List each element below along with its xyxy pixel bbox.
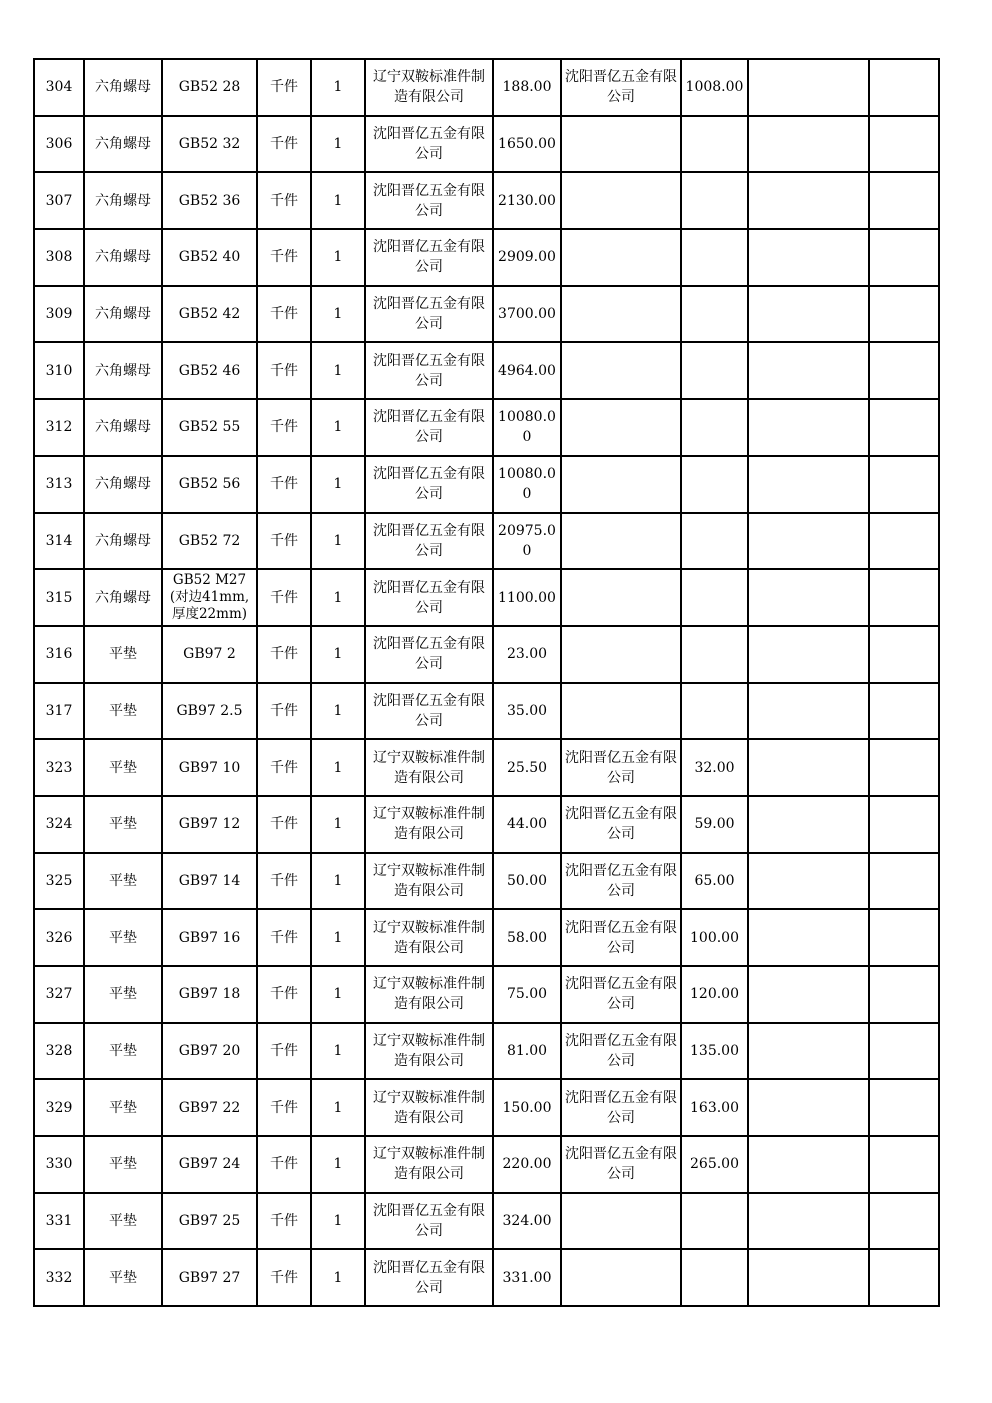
price1-cell: 81.00 xyxy=(493,1023,561,1080)
item-name-cell: 六角螺母 xyxy=(84,116,162,173)
item-number-cell: 316 xyxy=(34,626,84,683)
item-number-cell: 327 xyxy=(34,966,84,1023)
unit-cell: 千件 xyxy=(257,229,311,286)
unit-cell: 千件 xyxy=(257,1023,311,1080)
item-number-cell: 324 xyxy=(34,796,84,853)
table-row xyxy=(34,909,939,966)
spec-cell: GB97 14 xyxy=(162,853,257,910)
price1-cell: 44.00 xyxy=(493,796,561,853)
supplier1-cell: 辽宁双鞍标准件制造有限公司 xyxy=(365,966,493,1023)
note2-cell xyxy=(869,1079,939,1136)
supplier1-cell: 沈阳晋亿五金有限公司 xyxy=(365,286,493,343)
supplier2-cell xyxy=(561,1249,681,1306)
note2-cell xyxy=(869,966,939,1023)
note1-cell xyxy=(748,796,869,853)
note2-cell xyxy=(869,229,939,286)
price1-cell: 2909.00 xyxy=(493,229,561,286)
quantity-cell: 1 xyxy=(311,909,365,966)
price2-cell xyxy=(681,513,748,570)
note1-cell xyxy=(748,1023,869,1080)
spec-cell: GB97 2.5 xyxy=(162,683,257,740)
quantity-cell: 1 xyxy=(311,1079,365,1136)
supplier1-cell: 沈阳晋亿五金有限公司 xyxy=(365,399,493,456)
price1-cell: 10080.00 xyxy=(493,456,561,513)
item-name-cell: 平垫 xyxy=(84,853,162,910)
table-row xyxy=(34,966,939,1023)
item-number-cell: 332 xyxy=(34,1249,84,1306)
supplier2-cell: 沈阳晋亿五金有限公司 xyxy=(561,909,681,966)
spec-cell xyxy=(162,569,257,626)
note2-cell xyxy=(869,59,939,116)
price2-cell: 32.00 xyxy=(681,739,748,796)
note2-cell xyxy=(869,116,939,173)
price1-cell: 75.00 xyxy=(493,966,561,1023)
supplier2-cell: 沈阳晋亿五金有限公司 xyxy=(561,1079,681,1136)
table-row xyxy=(34,513,939,570)
price2-cell: 100.00 xyxy=(681,909,748,966)
note2-cell xyxy=(869,513,939,570)
item-number-cell: 308 xyxy=(34,229,84,286)
note2-cell xyxy=(869,1023,939,1080)
supplier1-cell: 沈阳晋亿五金有限公司 xyxy=(365,116,493,173)
item-name-cell: 六角螺母 xyxy=(84,342,162,399)
item-number-cell: 317 xyxy=(34,683,84,740)
item-number-cell: 315 xyxy=(34,569,84,626)
note2-cell xyxy=(869,626,939,683)
unit-cell: 千件 xyxy=(257,1249,311,1306)
supplier2-cell: 沈阳晋亿五金有限公司 xyxy=(561,966,681,1023)
spec-cell: GB52 32 xyxy=(162,116,257,173)
price1-cell: 2130.00 xyxy=(493,172,561,229)
note1-cell xyxy=(748,229,869,286)
note1-cell xyxy=(748,1079,869,1136)
supplier2-cell xyxy=(561,399,681,456)
price2-cell xyxy=(681,683,748,740)
note1-cell xyxy=(748,569,869,626)
supplier1-cell: 沈阳晋亿五金有限公司 xyxy=(365,172,493,229)
item-number-cell: 330 xyxy=(34,1136,84,1193)
supplier1-cell: 辽宁双鞍标准件制造有限公司 xyxy=(365,1023,493,1080)
table-row xyxy=(34,626,939,683)
note1-cell xyxy=(748,1249,869,1306)
note1-cell xyxy=(748,966,869,1023)
spec-cell: GB52 40 xyxy=(162,229,257,286)
price1-cell: 188.00 xyxy=(493,59,561,116)
item-number-cell: 326 xyxy=(34,909,84,966)
supplier1-cell: 沈阳晋亿五金有限公司 xyxy=(365,513,493,570)
price2-cell xyxy=(681,342,748,399)
item-number-cell: 307 xyxy=(34,172,84,229)
price2-cell xyxy=(681,569,748,626)
table-row xyxy=(34,342,939,399)
unit-cell: 千件 xyxy=(257,1136,311,1193)
note1-cell xyxy=(748,172,869,229)
quantity-cell: 1 xyxy=(311,172,365,229)
item-name-cell: 六角螺母 xyxy=(84,456,162,513)
quantity-cell: 1 xyxy=(311,796,365,853)
item-name-cell: 六角螺母 xyxy=(84,569,162,626)
supplier1-cell: 辽宁双鞍标准件制造有限公司 xyxy=(365,796,493,853)
price2-cell xyxy=(681,1249,748,1306)
item-name-cell: 平垫 xyxy=(84,909,162,966)
price2-cell xyxy=(681,116,748,173)
quantity-cell: 1 xyxy=(311,739,365,796)
supplier1-cell: 辽宁双鞍标准件制造有限公司 xyxy=(365,59,493,116)
quantity-cell: 1 xyxy=(311,1136,365,1193)
price1-cell: 1100.00 xyxy=(493,569,561,626)
price2-cell xyxy=(681,229,748,286)
spec-cell: GB97 12 xyxy=(162,796,257,853)
price2-cell xyxy=(681,456,748,513)
quantity-cell: 1 xyxy=(311,229,365,286)
spec-cell: GB97 2 xyxy=(162,626,257,683)
price2-cell xyxy=(681,1193,748,1250)
spec-cell: GB97 25 xyxy=(162,1193,257,1250)
unit-cell: 千件 xyxy=(257,116,311,173)
price1-cell: 324.00 xyxy=(493,1193,561,1250)
supplier1-cell: 沈阳晋亿五金有限公司 xyxy=(365,683,493,740)
note1-cell xyxy=(748,626,869,683)
supplier2-cell xyxy=(561,569,681,626)
unit-cell: 千件 xyxy=(257,966,311,1023)
item-name-cell: 六角螺母 xyxy=(84,172,162,229)
note2-cell xyxy=(869,909,939,966)
item-name-cell: 平垫 xyxy=(84,1136,162,1193)
table-row xyxy=(34,172,939,229)
table-row xyxy=(34,229,939,286)
price2-cell: 1008.00 xyxy=(681,59,748,116)
note1-cell xyxy=(748,513,869,570)
item-name-cell: 六角螺母 xyxy=(84,513,162,570)
item-name-cell: 平垫 xyxy=(84,626,162,683)
quantity-cell: 1 xyxy=(311,683,365,740)
note2-cell xyxy=(869,569,939,626)
note2-cell xyxy=(869,1249,939,1306)
item-number-cell: 314 xyxy=(34,513,84,570)
item-name-cell: 平垫 xyxy=(84,1193,162,1250)
price1-cell: 150.00 xyxy=(493,1079,561,1136)
note1-cell xyxy=(748,853,869,910)
supplier2-cell xyxy=(561,513,681,570)
quantity-cell: 1 xyxy=(311,626,365,683)
note1-cell xyxy=(748,342,869,399)
item-number-cell: 329 xyxy=(34,1079,84,1136)
note2-cell xyxy=(869,172,939,229)
supplier1-cell: 沈阳晋亿五金有限公司 xyxy=(365,569,493,626)
price1-cell: 23.00 xyxy=(493,626,561,683)
unit-cell: 千件 xyxy=(257,513,311,570)
spec-cell: GB52 56 xyxy=(162,456,257,513)
price1-cell: 20975.00 xyxy=(493,513,561,570)
note2-cell xyxy=(869,342,939,399)
spec-cell: GB97 10 xyxy=(162,739,257,796)
table-row xyxy=(34,399,939,456)
supplier1-cell: 辽宁双鞍标准件制造有限公司 xyxy=(365,909,493,966)
note2-cell xyxy=(869,683,939,740)
supplier2-cell: 沈阳晋亿五金有限公司 xyxy=(561,739,681,796)
note1-cell xyxy=(748,456,869,513)
spec-cell: GB52 46 xyxy=(162,342,257,399)
price2-cell: 265.00 xyxy=(681,1136,748,1193)
quantity-cell: 1 xyxy=(311,1023,365,1080)
table-body xyxy=(34,59,939,1306)
quantity-cell: 1 xyxy=(311,59,365,116)
price2-cell xyxy=(681,626,748,683)
supplier2-cell xyxy=(561,116,681,173)
item-name-cell: 六角螺母 xyxy=(84,399,162,456)
supplier2-cell: 沈阳晋亿五金有限公司 xyxy=(561,59,681,116)
item-name-cell: 平垫 xyxy=(84,739,162,796)
supplier2-cell: 沈阳晋亿五金有限公司 xyxy=(561,853,681,910)
price1-cell: 4964.00 xyxy=(493,342,561,399)
supplier2-cell xyxy=(561,286,681,343)
price1-cell: 220.00 xyxy=(493,1136,561,1193)
price2-cell xyxy=(681,286,748,343)
supplier2-cell xyxy=(561,342,681,399)
quantity-cell: 1 xyxy=(311,1193,365,1250)
supplier1-cell: 辽宁双鞍标准件制造有限公司 xyxy=(365,1136,493,1193)
item-name-cell: 平垫 xyxy=(84,1249,162,1306)
spec-cell: GB97 24 xyxy=(162,1136,257,1193)
item-name-cell: 平垫 xyxy=(84,1023,162,1080)
supplier2-cell: 沈阳晋亿五金有限公司 xyxy=(561,1023,681,1080)
table-row xyxy=(34,286,939,343)
table-row xyxy=(34,796,939,853)
spec-cell: GB97 20 xyxy=(162,1023,257,1080)
price1-cell: 10080.00 xyxy=(493,399,561,456)
spec-text: GB52 M27(对边41mm,厚度22mm) xyxy=(169,572,250,623)
unit-cell: 千件 xyxy=(257,739,311,796)
unit-cell: 千件 xyxy=(257,796,311,853)
unit-cell: 千件 xyxy=(257,569,311,626)
price2-cell: 163.00 xyxy=(681,1079,748,1136)
spec-cell: GB97 16 xyxy=(162,909,257,966)
supplier2-cell xyxy=(561,683,681,740)
price2-cell: 59.00 xyxy=(681,796,748,853)
note2-cell xyxy=(869,456,939,513)
unit-cell: 千件 xyxy=(257,172,311,229)
price2-cell: 135.00 xyxy=(681,1023,748,1080)
supplier1-cell: 辽宁双鞍标准件制造有限公司 xyxy=(365,1079,493,1136)
item-name-cell: 平垫 xyxy=(84,683,162,740)
supplier2-cell xyxy=(561,456,681,513)
quantity-cell: 1 xyxy=(311,456,365,513)
supplier1-cell: 沈阳晋亿五金有限公司 xyxy=(365,456,493,513)
supplier1-cell: 沈阳晋亿五金有限公司 xyxy=(365,626,493,683)
supplier2-cell: 沈阳晋亿五金有限公司 xyxy=(561,1136,681,1193)
quantity-cell: 1 xyxy=(311,853,365,910)
table-row xyxy=(34,116,939,173)
price1-cell: 50.00 xyxy=(493,853,561,910)
spec-cell: GB97 27 xyxy=(162,1249,257,1306)
supplier2-cell xyxy=(561,172,681,229)
item-number-cell: 306 xyxy=(34,116,84,173)
note2-cell xyxy=(869,1193,939,1250)
unit-cell: 千件 xyxy=(257,342,311,399)
note2-cell xyxy=(869,1136,939,1193)
item-name-cell: 六角螺母 xyxy=(84,229,162,286)
note1-cell xyxy=(748,286,869,343)
item-name-cell: 平垫 xyxy=(84,1079,162,1136)
unit-cell: 千件 xyxy=(257,286,311,343)
note2-cell xyxy=(869,286,939,343)
unit-cell: 千件 xyxy=(257,853,311,910)
supplier1-cell: 沈阳晋亿五金有限公司 xyxy=(365,1249,493,1306)
price1-cell: 25.50 xyxy=(493,739,561,796)
table-row xyxy=(34,683,939,740)
unit-cell: 千件 xyxy=(257,399,311,456)
spec-cell: GB97 22 xyxy=(162,1079,257,1136)
item-name-cell: 平垫 xyxy=(84,966,162,1023)
item-name-cell: 六角螺母 xyxy=(84,286,162,343)
note1-cell xyxy=(748,1136,869,1193)
table-row xyxy=(34,739,939,796)
unit-cell: 千件 xyxy=(257,626,311,683)
price2-cell: 65.00 xyxy=(681,853,748,910)
note1-cell xyxy=(748,59,869,116)
note2-cell xyxy=(869,853,939,910)
table-row xyxy=(34,59,939,116)
unit-cell: 千件 xyxy=(257,456,311,513)
price1-cell: 1650.00 xyxy=(493,116,561,173)
quantity-cell: 1 xyxy=(311,513,365,570)
unit-cell: 千件 xyxy=(257,683,311,740)
quantity-cell: 1 xyxy=(311,342,365,399)
unit-cell: 千件 xyxy=(257,59,311,116)
spec-cell: GB52 36 xyxy=(162,172,257,229)
table-row xyxy=(34,853,939,910)
note1-cell xyxy=(748,909,869,966)
supplier2-cell xyxy=(561,626,681,683)
price1-cell: 331.00 xyxy=(493,1249,561,1306)
table-row xyxy=(34,456,939,513)
note1-cell xyxy=(748,116,869,173)
note1-cell xyxy=(748,1193,869,1250)
note2-cell xyxy=(869,399,939,456)
item-number-cell: 309 xyxy=(34,286,84,343)
note1-cell xyxy=(748,739,869,796)
quantity-cell: 1 xyxy=(311,966,365,1023)
item-number-cell: 323 xyxy=(34,739,84,796)
table-row xyxy=(34,569,939,626)
supplier2-cell xyxy=(561,1193,681,1250)
price2-cell xyxy=(681,172,748,229)
note2-cell xyxy=(869,739,939,796)
unit-cell: 千件 xyxy=(257,1193,311,1250)
note2-cell xyxy=(869,796,939,853)
quantity-cell: 1 xyxy=(311,116,365,173)
item-name-cell: 六角螺母 xyxy=(84,59,162,116)
supplier1-cell: 沈阳晋亿五金有限公司 xyxy=(365,229,493,286)
table-row xyxy=(34,1079,939,1136)
spec-cell: GB97 18 xyxy=(162,966,257,1023)
note1-cell xyxy=(748,683,869,740)
supplier1-cell: 辽宁双鞍标准件制造有限公司 xyxy=(365,739,493,796)
quantity-cell: 1 xyxy=(311,286,365,343)
table-row xyxy=(34,1136,939,1193)
quantity-cell: 1 xyxy=(311,569,365,626)
price1-cell: 35.00 xyxy=(493,683,561,740)
item-number-cell: 312 xyxy=(34,399,84,456)
supplier1-cell: 沈阳晋亿五金有限公司 xyxy=(365,342,493,399)
price1-cell: 3700.00 xyxy=(493,286,561,343)
spec-cell: GB52 55 xyxy=(162,399,257,456)
unit-cell: 千件 xyxy=(257,1079,311,1136)
spec-cell: GB52 28 xyxy=(162,59,257,116)
item-number-cell: 331 xyxy=(34,1193,84,1250)
supplier1-cell: 沈阳晋亿五金有限公司 xyxy=(365,1193,493,1250)
supplier1-cell: 辽宁双鞍标准件制造有限公司 xyxy=(365,853,493,910)
price-table xyxy=(33,58,940,1307)
table-row xyxy=(34,1193,939,1250)
quantity-cell: 1 xyxy=(311,399,365,456)
price1-cell: 58.00 xyxy=(493,909,561,966)
unit-cell: 千件 xyxy=(257,909,311,966)
item-name-cell: 平垫 xyxy=(84,796,162,853)
price2-cell xyxy=(681,399,748,456)
spec-cell: GB52 42 xyxy=(162,286,257,343)
quantity-cell: 1 xyxy=(311,1249,365,1306)
item-number-cell: 325 xyxy=(34,853,84,910)
table-row xyxy=(34,1249,939,1306)
supplier2-cell: 沈阳晋亿五金有限公司 xyxy=(561,796,681,853)
price2-cell: 120.00 xyxy=(681,966,748,1023)
item-number-cell: 304 xyxy=(34,59,84,116)
spec-cell: GB52 72 xyxy=(162,513,257,570)
supplier2-cell xyxy=(561,229,681,286)
table-row xyxy=(34,1023,939,1080)
item-number-cell: 310 xyxy=(34,342,84,399)
item-number-cell: 313 xyxy=(34,456,84,513)
note1-cell xyxy=(748,399,869,456)
item-number-cell: 328 xyxy=(34,1023,84,1080)
